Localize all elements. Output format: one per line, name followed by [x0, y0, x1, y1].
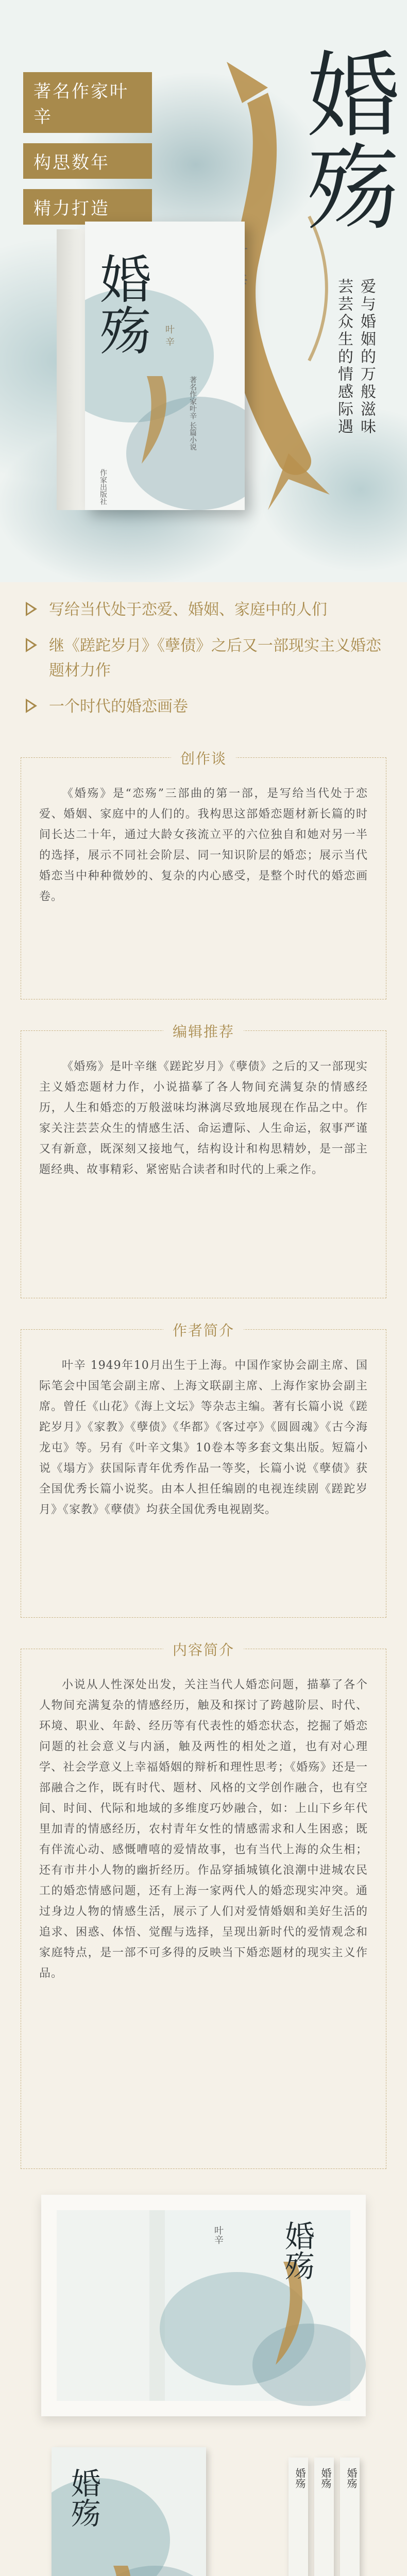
bullet-text: 一个时代的婚恋画卷 — [49, 698, 188, 716]
spine-title: 婚殇 — [294, 2468, 306, 2488]
hero-banner — [0, 0, 407, 582]
cover-small-text: 著名作家叶辛 长篇小说 — [189, 376, 197, 451]
triangle-icon — [26, 638, 37, 652]
book-spines-photo — [41, 2442, 366, 2576]
feature-bullet — [26, 694, 386, 719]
section-heading: 编辑推荐 — [163, 1023, 244, 1040]
book-jacket-photo — [41, 2195, 366, 2416]
section-creation — [21, 750, 386, 999]
hero-title: 婚殇 — [292, 46, 399, 232]
section-body: 小说从人性深处出发，关注当代人婚恋问题，描摹了各个人物间充满复杂的情感经历，触及和探讨了跨越阶层、时代、环境、职业、年龄、经历等有代表性的婚恋状态，挖掘了婚恋问题的社会意义与内涵，触及两性的相处之道，也有对心理学、社会学意义上幸福婚姻的辩析和理性思考；《婚殇》还是一部融合之作，既有时代、题材、风格的文学创作融合，也有空间、时间、代际和地域的多维度巧妙融合，如：上山下乡年代里加青的情感经历，农村青年女性的情感需求和人生困惑；既有伴流心动、感慨嘈嘻的爱情故事，也有当代上海的众生相；还有市井小人物的幽折经历。作品穿插城镇化浪潮中进城农民工的婚恋情感问题，还有上海一家两代人的婚恋现实冲突。通过身边人物的情感生活，展示了人们对爱情婚姻和美好生活的追求、困惑、体悟、觉醒与选择，呈现出新时代的爱情观念和家庭特点，是一部不可多得的反映当下婚恋题材的现实主义作品。 — [39, 1679, 368, 1980]
bullet-text: 写给当代处于恋爱、婚姻、家庭中的人们 — [49, 601, 327, 619]
feature-bullets — [26, 598, 386, 731]
spine-title: 婚殇 — [319, 2468, 332, 2488]
hero-tag: 精力打造 — [23, 189, 152, 225]
cover-publisher: 作家出版社 — [99, 469, 107, 505]
section-body: 《婚殇》是“恋殇”三部曲的第一部，是写给当代处于恋爱、婚姻、家庭中的人们的。我构思这部婚恋题材新长篇的时间长达二十年，通过大龄女孩流立平的六位独自和她对另一半的选择，展示不同社会阶层、同一知识阶层的婚恋；展示当代婚恋当中种种微妙的、复杂的内心感受，是整个时代的婚恋画卷。 — [39, 787, 368, 903]
triangle-icon — [26, 602, 37, 616]
jacket-author: 叶辛 — [213, 2226, 224, 2244]
book-cover — [85, 222, 245, 510]
hero-tag: 著名作家叶辛 — [23, 72, 152, 133]
hero-tag: 构思数年 — [23, 143, 152, 179]
section-heading: 作者简介 — [163, 1322, 244, 1339]
hero-tag-stack — [23, 72, 152, 235]
spine-title: 婚殇 — [345, 2468, 358, 2488]
front-title: 婚殇 — [66, 2468, 101, 2528]
section-heading: 内容简介 — [163, 1641, 244, 1658]
book-spine — [289, 2458, 308, 2576]
feature-bullet — [26, 598, 386, 622]
hero-tagline: 爱与婚姻的万般滋味 芸芸众生的情感际遇 — [335, 278, 376, 436]
jacket-title: 婚殇 — [280, 2221, 315, 2280]
section-heading: 创作谈 — [171, 750, 236, 767]
feature-bullet — [26, 634, 386, 683]
triangle-icon — [26, 699, 37, 713]
cover-title: 婚殇 — [91, 252, 151, 355]
book-spine — [57, 229, 85, 510]
section-author — [21, 1322, 386, 1618]
book-3d-render — [85, 222, 245, 510]
book-spine — [340, 2458, 360, 2576]
section-editor — [21, 1023, 386, 1298]
cover-author: 叶 辛 — [164, 325, 175, 346]
book-front — [52, 2447, 206, 2576]
section-body: 《婚殇》是叶辛继《蹉跎岁月》《孽债》之后的又一部现实主义婚恋题材力作，小说描摹了各人物间充满复杂的情感经历，人生和婚恋的万般滋味均淋漓尽致地展现在作品之中。作家关注芸芸众生的情感生活、命运遭际、人生命运，叙事严谨又有新意，既深刻又接地气，结构设计和构思精妙，是一部主题经典、故事精彩、紧密贴合读者和时代的上乘之作。 — [39, 1060, 368, 1176]
section-content — [21, 1641, 386, 2169]
book-spine — [314, 2458, 334, 2576]
bullet-text: 继《蹉跎岁月》《孽债》之后又一部现实主义婚恋题材力作 — [49, 637, 381, 680]
section-body: 叶辛 1949年10月出生于上海。中国作家协会副主席、国际笔会中国笔会副主席、上海文联副主席、上海作家协会副主席。曾任《山花》《海上文坛》等杂志主编。著有长篇小说《蹉跎岁月》《家教》《孽债》《华都》《客过亭》《圆圆魂》《古今海龙屯》等。另有《叶辛文集》10卷本等多套文集出版。短篇小说《塌方》获国际青年优秀作品一等奖，长篇小说《孽债》获全国优秀长篇小说奖。由本人担任编剧的电视连续剧《蹉跎岁月》《家教》《孽债》均获全国优秀电视剧奖。 — [39, 1359, 368, 1516]
